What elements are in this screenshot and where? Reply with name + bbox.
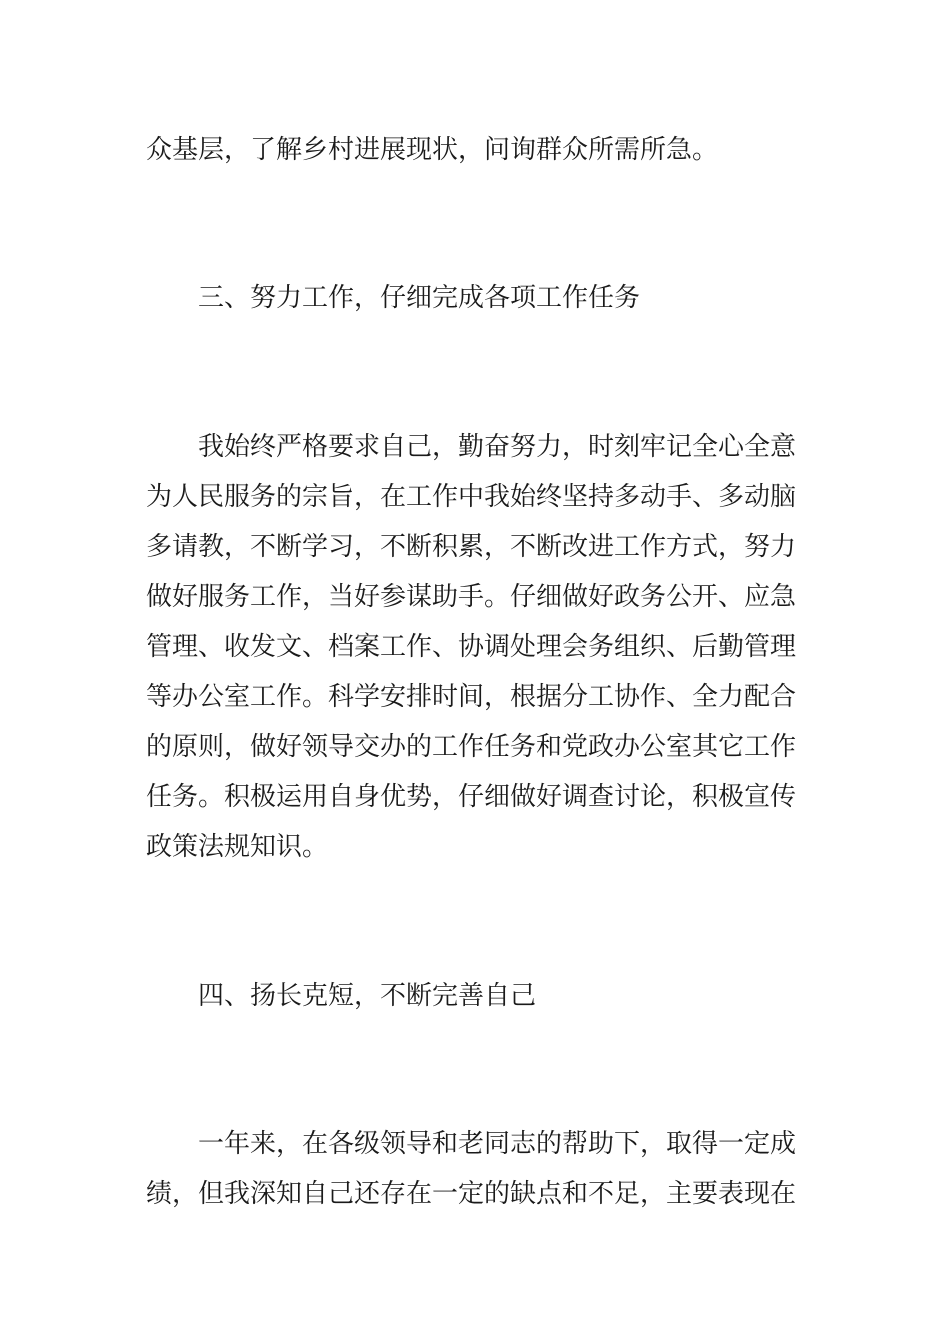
- paragraph-line: 多请教，不断学习，不断积累，不断改进工作方式，努力: [146, 532, 797, 562]
- paragraph-line: 管理、收发文、档案工作、协调处理会务组织、后勤管理: [146, 632, 797, 662]
- paragraph-line: 的原则，做好领导交办的工作任务和党政办公室其它工作: [146, 732, 797, 762]
- paragraph-line: 众基层，了解乡村进展现状，问询群众所需所急。: [146, 135, 719, 165]
- paragraph-line: 我始终严格要求自己，勤奋努力，时刻牢记全心全意: [198, 432, 797, 462]
- paragraph-line: 等办公室工作。科学安排时间，根据分工协作、全力配合: [146, 682, 797, 712]
- paragraph-line: 绩，但我深知自己还存在一定的缺点和不足，主要表现在: [146, 1179, 797, 1209]
- paragraph-line: 为人民服务的宗旨，在工作中我始终坚持多动手、多动脑: [146, 482, 797, 512]
- paragraph-line: 任务。积极运用自身优势，仔细做好调查讨论，积极宣传: [146, 782, 797, 812]
- section-heading: 四、扬长克短，不断完善自己: [198, 981, 537, 1011]
- paragraph-line: 政策法规知识。: [146, 832, 329, 862]
- paragraph-line: 一年来，在各级领导和老同志的帮助下，取得一定成: [198, 1129, 797, 1159]
- paragraph-line: 做好服务工作，当好参谋助手。仔细做好政务公开、应急: [146, 582, 797, 612]
- section-heading: 三、努力工作，仔细完成各项工作任务: [198, 283, 641, 313]
